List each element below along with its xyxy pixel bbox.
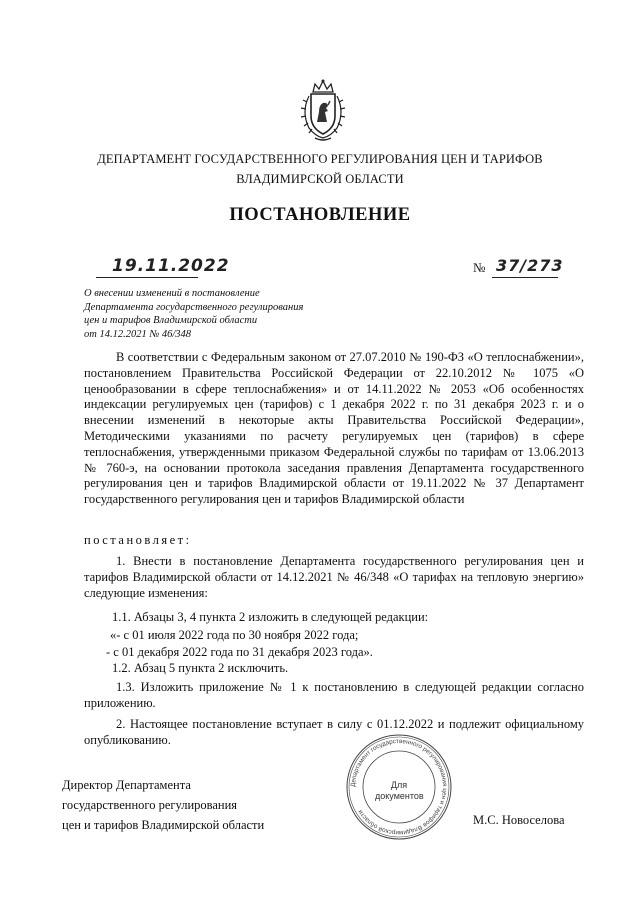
number-underline [492, 277, 558, 278]
document-title: ПОСТАНОВЛЕНИЕ [229, 205, 411, 225]
signee-name: М.С. Новоселова [473, 813, 565, 827]
stamp-center-text [375, 780, 423, 802]
coat-of-arms-emblem [297, 78, 349, 142]
date-underline [96, 277, 198, 278]
signer-title [62, 775, 264, 835]
item-2-paragraph: 2. Настоящее постановление вступает в силу с 01.12.2022 и подлежит официальному опубликованию. [84, 717, 584, 747]
department-name-line2: ВЛАДИМИРСКОЙ ОБЛАСТИ [236, 172, 404, 186]
item-1-1-quote-b: - с 01 декабря 2022 года по 31 декабря 2023 года». [106, 645, 373, 659]
department-name-line1: ДЕПАРТАМЕНТ ГОСУДАРСТВЕННОГО РЕГУЛИРОВАНИЯ ЦЕН И ТАРИФОВ [97, 152, 543, 166]
subject-line: О внесении изменений в постановление [84, 288, 260, 299]
stamp-center-line: документов [375, 791, 424, 801]
postanovlyaet-word: постановляет: [84, 533, 192, 547]
number-sign: № [473, 260, 486, 275]
item-1-2-line: 1.2. Абзац 5 пункта 2 исключить. [112, 661, 289, 675]
signer-title-line: Директор Департамента [62, 778, 191, 792]
handwritten-document-number: 37/273 [496, 256, 564, 275]
item-1-1-line: 1.1. Абзацы 3, 4 пункта 2 изложить в следующей редакции: [112, 610, 429, 624]
preamble-paragraph: В соответствии с Федеральным законом от 27.07.2010 № 190-ФЗ «О теплоснабжении», постановлением Правительства Российской Федерации от 22.10.2012 № 1075 «О ценообразовании в сфере теплоснабжения» и от 14.11.2022 № 2053 «Об особенностях индексации регулируемых цен (тарифов) с 1 декабря 2022 г. по 31 декабря 2023 г. и о внесении изменений в некоторые акты Правительства Российской Федерации», Методическими указаниями по расчету регулируемых цен (тарифов) в сфере теплоснабжения, утвержденными приказом Федеральной службы по тарифам от 13.06.2013 № 760-э, на основании протокола заседания правления Департамента государственного регулирования цен и тарифов Владимирской области от 19.11.2022 № 37 Департамент государственного регулирования цен и тарифов Владимирской области [84, 350, 584, 507]
item-1-paragraph: 1. Внести в постановление Департамента государственного регулирования цен и тарифов Владимирской области от 14.12.2021 № 46/348 «О тарифах на тепловую энергию» следующие изменения: [84, 554, 584, 600]
subject-line: Департамента государственного регулирования [84, 301, 304, 313]
stamp-center-line: Для [390, 780, 408, 790]
handwritten-date: 19.11.2022 [112, 256, 230, 276]
stamp-ring-text: Департамент государственного регулирования цен и тарифов Владимирской области [349, 737, 449, 837]
item-1-1-quote-a: «- с 01 июля 2022 года по 30 ноября 2022 года; [110, 628, 359, 642]
signer-title-line: государственного регулирования [62, 798, 238, 812]
subject-line: цен и тарифов Владимирской области [84, 315, 258, 326]
item-1-3-paragraph: 1.3. Изложить приложение № 1 к постановлению в следующей редакции согласно приложению. [84, 680, 584, 710]
document-subject [84, 287, 384, 341]
signer-title-line: цен и тарифов Владимирской области [62, 818, 265, 832]
subject-line: от 14.12.2021 № 46/348 [84, 328, 192, 340]
